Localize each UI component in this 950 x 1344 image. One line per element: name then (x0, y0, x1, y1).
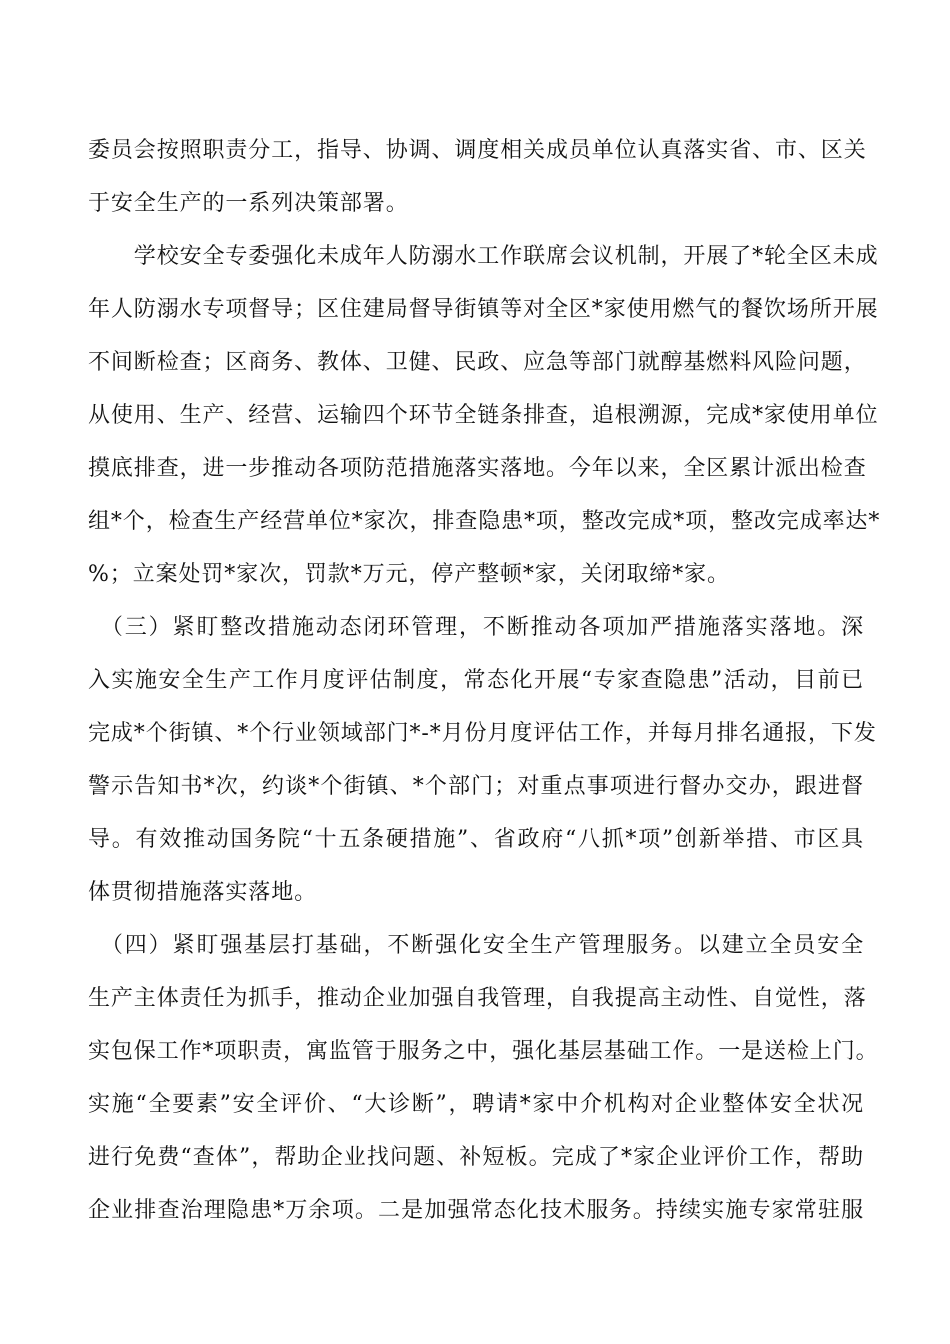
text-line: 实施“全要素”安全评价、“大诊断”，聘请*家中介机构对企业整体安全状况 (88, 1092, 864, 1117)
text-line: 于安全生产的一系列决策部署。 (88, 191, 409, 216)
text-line: 体贯彻措施落实落地。 (88, 880, 318, 905)
paragraph-section-four (88, 919, 879, 1237)
text-line: 从使用、生产、经营、运输四个环节全链条排查，追根溯源，完成*家使用单位 (88, 403, 879, 428)
document-body (88, 124, 881, 1237)
paragraph-section-three (88, 601, 877, 919)
text-line: %；立案处罚*家次，罚款*万元，停产整顿*家，关闭取缔*家。 (88, 562, 730, 587)
text-line: 委员会按照职责分工，指导、协调、调度相关成员单位认真落实省、市、区关 (88, 138, 867, 163)
text-line: 企业排查治理隐患*万余项。二是加强常态化技术服务。持续实施专家常驻服 (88, 1198, 864, 1223)
text-line: 组*个，检查生产经营单位*家次，排查隐患*项，整改完成*项，整改完成率达* (88, 509, 881, 534)
text-line: 实包保工作*项职责，寓监管于服务之中，强化基层基础工作。一是送检上门。 (88, 1039, 879, 1064)
section-heading-line: （四）紧盯强基层打基础，不断强化安全生产管理服务。以建立全员安全 (88, 933, 864, 958)
text-line: 完成*个街镇、*个行业领域部门*-*月份月度评估工作，并每月排名通报，下发 (88, 721, 877, 746)
text-line: 摸底排查，进一步推动各项防范措施落实落地。今年以来，全区累计派出检查 (88, 456, 867, 481)
text-line: 进行免费“查体”，帮助企业找问题、补短板。完成了*家企业评价工作，帮助 (88, 1145, 864, 1170)
text-line: 入实施安全生产工作月度评估制度，常态化开展“专家查隐患”活动，目前已 (88, 668, 864, 693)
paragraph-committee-duties (88, 124, 867, 230)
section-heading-line: （三）紧盯整改措施动态闭环管理，不断推动各项加严措施落实落地。深 (88, 615, 864, 640)
text-line: 警示告知书*次，约谈*个街镇、*个部门；对重点事项进行督办交办，跟进督 (88, 774, 864, 799)
paragraph-school-safety (88, 230, 881, 601)
text-line: 不间断检查；区商务、教体、卫健、民政、应急等部门就醇基燃料风险问题， (88, 350, 867, 375)
text-line: 生产主体责任为抓手，推动企业加强自我管理，自我提高主动性、自觉性，落 (88, 986, 867, 1011)
text-line: 导。有效推动国务院“十五条硬措施”、省政府“八抓*项”创新举措、市区具 (88, 827, 864, 852)
text-line: 年人防溺水专项督导；区住建局督导街镇等对全区*家使用燃气的餐饮场所开展 (88, 297, 879, 322)
text-line: 学校安全专委强化未成年人防溺水工作联席会议机制，开展了*轮全区未成 (88, 244, 879, 269)
